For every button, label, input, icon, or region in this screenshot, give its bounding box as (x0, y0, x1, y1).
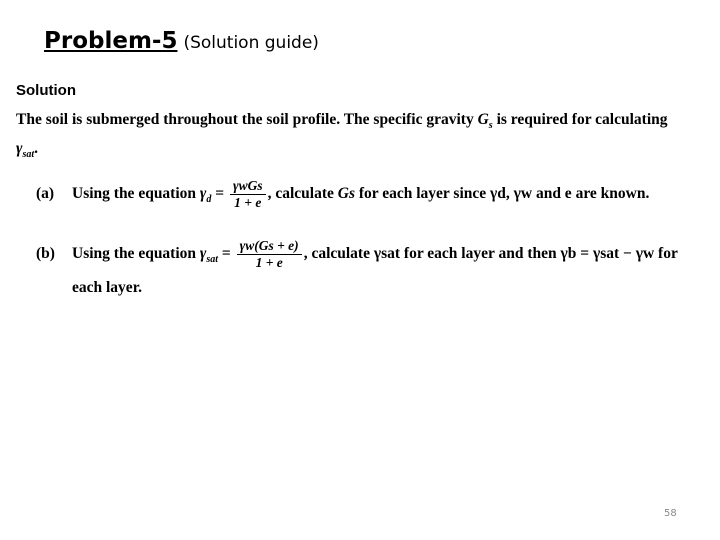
item-b-continuation: each layer. (72, 279, 143, 296)
item-b-equals: = (218, 245, 235, 263)
solution-heading: Solution (16, 82, 76, 99)
item-b-label: (b) (36, 245, 55, 263)
item-a-fraction (230, 178, 266, 211)
item-a-label: (a) (36, 185, 55, 203)
item-b-denominator: 1 + e (255, 255, 283, 270)
item-a-denominator: 1 + e (234, 195, 262, 210)
item-a-numerator: γwGs (230, 178, 266, 195)
intro-text-b: is required for calculating (492, 111, 668, 128)
item-b (36, 238, 678, 271)
item-a-text3: for each layer since γd, γw and e are known. (354, 185, 650, 203)
intro-gamma-sat-symbol: $\gamma_{sat}$ (16, 140, 35, 161)
intro-text-end: . (34, 140, 38, 158)
item-b-text1: Using the equation (72, 245, 200, 263)
page-number: 58 (664, 508, 677, 519)
item-b-text2: , calculate γsat for each layer and then γb = γsat − γw for (303, 245, 678, 263)
intro-text-a: The soil is submerged throughout the soil profile. The specific gravity (16, 111, 478, 128)
item-a (36, 178, 649, 211)
slide-title (44, 28, 319, 54)
item-a-text1: Using the equation (72, 185, 200, 203)
intro-paragraph (16, 108, 706, 166)
item-a-gs: Gs (337, 185, 355, 203)
title-subtitle: (Solution guide) (183, 33, 319, 53)
item-b-numerator: γw(Gs + e) (237, 238, 302, 255)
item-b-fraction (237, 238, 302, 271)
item-a-text2: , calculate (267, 185, 338, 203)
item-b-lhs: $\gamma_{sat}$ (199, 245, 219, 266)
item-a-equals: = (211, 185, 228, 203)
title-main: Problem-5 (44, 28, 178, 54)
item-a-lhs: $\gamma_d$ (199, 185, 212, 206)
intro-gs-symbol: $G_s$ (477, 111, 493, 132)
